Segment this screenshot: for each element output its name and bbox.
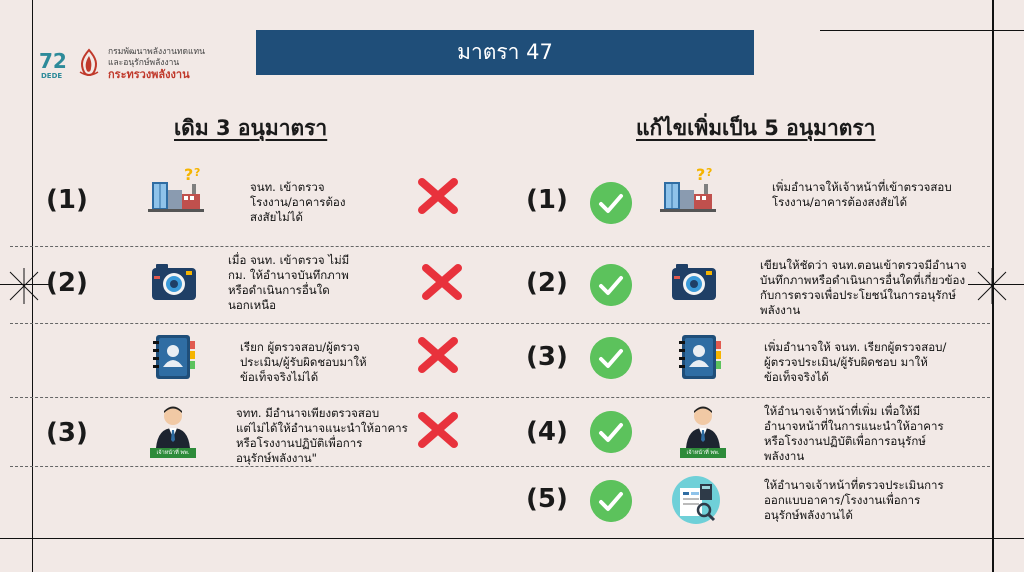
calculator-report-icon: [668, 476, 724, 524]
row-divider-1: [10, 246, 990, 247]
right-row-2-text: [760, 258, 967, 318]
check-icon: [590, 337, 632, 379]
building-question-icon: [660, 164, 716, 212]
text-line: สงสัยไม่ได้: [250, 210, 304, 224]
text-line: อนุรักษ์พลังงานได้: [764, 508, 853, 522]
check-icon: [590, 264, 632, 306]
text-line: เพิ่มอำนาจให้เจ้าหน้าที่เข้าตรวจสอบ: [772, 180, 952, 194]
svg-text:DEDE: DEDE: [41, 72, 63, 80]
check-icon: [590, 182, 632, 224]
logo-line-2: และอนุรักษ์พลังงาน: [108, 57, 180, 68]
right-row-4-text: [764, 404, 944, 464]
right-row-3-text: [764, 340, 946, 385]
left-row-3-text: [240, 340, 367, 385]
text-line: หรือโรงงานปฏิบัติเพื่อการอนุรักษ์: [764, 434, 926, 448]
text-line: อนุรักษ์พลังงาน": [236, 451, 317, 465]
star-mark-right: [972, 266, 1012, 306]
text-line: หรือดำเนินการอื่นใด: [228, 283, 330, 297]
text-line: ผู้ตรวจประเมิน/ผู้รับผิดชอบ มาให้: [764, 355, 928, 369]
text-line: โรงงาน/อาคารต้อง: [250, 195, 346, 209]
officer-badge: เจ้าหน้าที่ พพ.: [680, 448, 726, 458]
text-line: แต่ไม่ได้ให้อำนาจแนะนำให้อาคาร: [236, 421, 408, 435]
left-row-1-number: (1): [46, 185, 88, 215]
text-line: เรียก ผู้ตรวจสอบ/ผู้ตรวจ: [240, 340, 360, 354]
x-mark-icon: [422, 264, 462, 300]
camera-icon: [666, 258, 722, 306]
text-line: จทท. มีอำนาจเพียงตรวจสอบ: [236, 406, 380, 420]
star-mark-left: [4, 266, 44, 306]
text-line: ออกแบบอาคาร/โรงงานเพื่อการ: [764, 493, 921, 507]
check-icon: [590, 411, 632, 453]
check-icon: [590, 480, 632, 522]
x-mark-icon: [418, 412, 458, 448]
x-mark-icon: [418, 178, 458, 214]
logo-72-mark: [38, 46, 68, 80]
officer-icon: [150, 404, 196, 458]
text-line: ให้อำนาจเจ้าหน้าที่ตรวจประเมินการ: [764, 478, 944, 492]
text-line: พลังงาน: [764, 449, 805, 463]
address-book-icon: [672, 333, 728, 381]
text-line: ให้อำนาจเจ้าหน้าที่เพิ่ม เพื่อให้มี: [764, 404, 921, 418]
text-line: อำนาจหน้าที่ในการแนะนำให้อาคาร: [764, 419, 944, 433]
row-divider-3: [10, 397, 990, 398]
text-line: ประเมิน/ผู้รับผิดชอบมาให้: [240, 355, 367, 369]
text-line: ข้อเท็จจริงไม่ได้: [240, 370, 319, 384]
text-line: บันทึกภาพหรือดำเนินการอื่นใดที่เกี่ยวข้อง: [760, 273, 966, 287]
text-line: โรงงาน/อาคารต้องสงสัยได้: [772, 195, 908, 209]
right-row-5-number: (5): [526, 484, 568, 514]
svg-text:72: 72: [39, 49, 67, 73]
left-row-1-text: [250, 180, 345, 225]
logo-line-1: กรมพัฒนาพลังงานทดแทน: [108, 47, 205, 57]
text-line: พลังงาน: [760, 303, 801, 317]
building-question-icon: [148, 164, 204, 212]
bottom-line: [0, 538, 1024, 539]
text-line: กับการตรวจเพื่อประโยชน์ในการอนุรักษ์: [760, 288, 956, 302]
officer-icon: [680, 404, 726, 458]
right-row-1-text: [772, 180, 952, 210]
left-row-2-number: (2): [46, 268, 88, 298]
row-divider-4: [10, 466, 990, 467]
top-right-line: [820, 30, 1024, 31]
address-book-icon: [146, 333, 202, 381]
logo-text: [108, 47, 205, 81]
row-divider-2: [10, 323, 990, 324]
dede-logo: [38, 46, 238, 82]
left-row-2-text: [228, 253, 349, 313]
text-line: เขียนให้ชัดว่า จนท.ตอนเข้าตรวจมีอำนาจ: [760, 258, 967, 272]
page-title: มาตรา 47: [256, 30, 754, 75]
text-line: กม. ให้อำนาจบันทึกภาพ: [228, 268, 349, 282]
left-column-heading: เดิม 3 อนุมาตรา: [174, 116, 328, 140]
right-row-5-text: [764, 478, 944, 523]
left-row-3-number: (3): [46, 418, 88, 448]
text-line: เพิ่มอำนาจให้ จนท. เรียกผู้ตรวจสอบ/: [764, 340, 947, 354]
logo-line-3: กระทรวงพลังงาน: [108, 68, 190, 81]
right-row-1-number: (1): [526, 185, 568, 215]
right-column-heading: แก้ไขเพิ่มเป็น 5 อนุมาตรา: [636, 116, 876, 140]
ministry-seal-icon: [76, 48, 102, 78]
left-row-4-text: [236, 406, 408, 466]
right-row-2-number: (2): [526, 268, 568, 298]
camera-icon: [146, 258, 202, 306]
text-line: หรือโรงงานปฏิบัติเพื่อการ: [236, 436, 363, 450]
x-mark-icon: [418, 337, 458, 373]
officer-badge: เจ้าหน้าที่ พพ.: [150, 448, 196, 458]
text-line: เมื่อ จนท. เข้าตรวจ ไม่มี: [228, 253, 350, 267]
text-line: ข้อเท็จจริงได้: [764, 370, 829, 384]
right-row-3-number: (3): [526, 342, 568, 372]
text-line: นอกเหนือ: [228, 298, 277, 312]
right-row-4-number: (4): [526, 417, 568, 447]
text-line: จนท. เข้าตรวจ: [250, 180, 325, 194]
